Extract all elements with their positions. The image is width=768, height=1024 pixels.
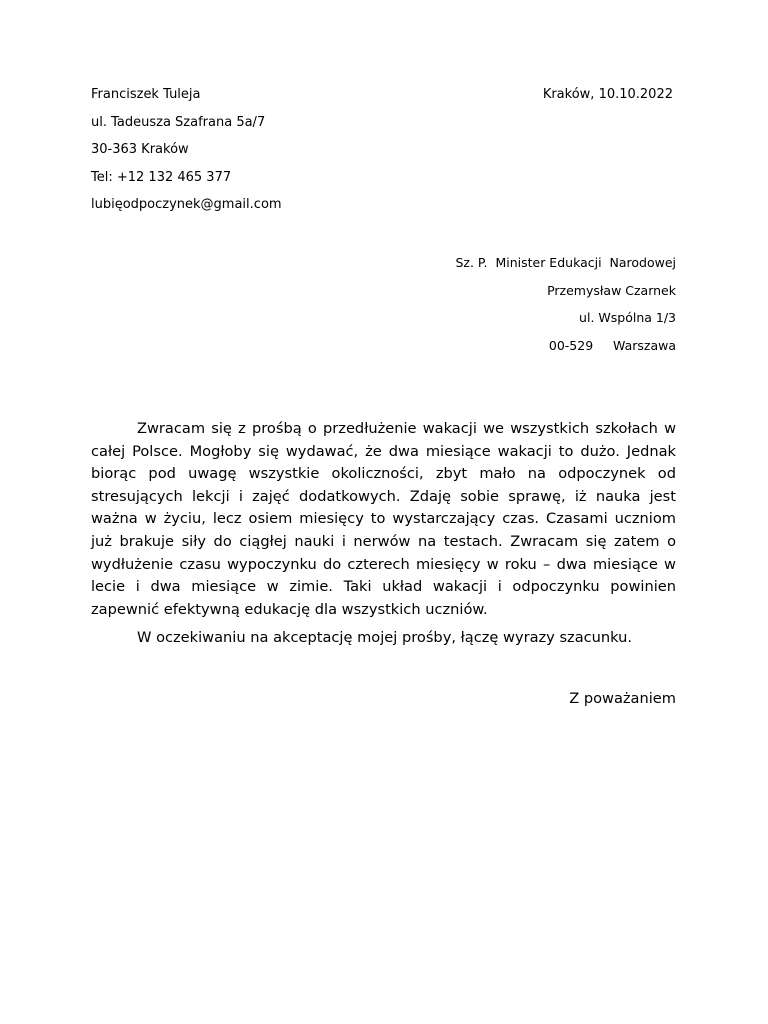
body-paragraph-1: Zwracam się z prośbą o przedłużenie wakacji we wszystkich szkołach w całej Polsce. Mogłoby się wydawać, że dwa miesiące wakacji to dużo. Jednak biorąc pod uwagę wszystkie okoliczności, zbyt mało na odpoczynek od stresujących lekcji i zajęć dodatkowych. Zdaję sobie sprawę, iż nauka jest ważna w życiu, lecz osiem miesięcy to wystarczający czas. Czasami uczniom już brakuje siły do ciągłej nauki i nerwów na testach. Zwracam się zatem o wydłużenie czasu wypoczynku do czterech miesięcy w roku – dwa miesiące w lecie i dwa miesiące w zimie. Taki układ wakacji i odpoczynku powinien zapewnić efektywną edukację dla wszystkich uczniów. — [91, 420, 676, 618]
letter-date: Kraków, 10.10.2022 — [542, 87, 673, 102]
recipient-street: ul. Wspólna 1/3 — [579, 310, 676, 325]
body-paragraph-2: W oczekiwaniu na akceptację mojej prośby, łączę wyrazy szacunku. — [137, 629, 633, 647]
sender-address-block — [91, 88, 411, 226]
recipient-city: 00-529 Warszawa — [548, 337, 676, 353]
letter-closing: Z poważaniem — [569, 690, 676, 707]
sender-email: lubięodpoczynek@gmail.com — [91, 197, 282, 212]
sender-name: Franciszek Tuleja — [91, 87, 201, 102]
recipient-name: Przemysław Czarnek — [547, 282, 676, 298]
recipient-title: Sz. P. Minister Edukacji Narodowej — [455, 255, 676, 270]
letter-body — [91, 418, 676, 665]
sender-street: ul. Tadeusza Szafrana 5a/7 — [91, 114, 266, 130]
recipient-address-block — [316, 256, 676, 366]
sender-phone: Tel: +12 132 465 377 — [91, 169, 232, 185]
sender-city: 30-363 Kraków — [91, 142, 189, 157]
